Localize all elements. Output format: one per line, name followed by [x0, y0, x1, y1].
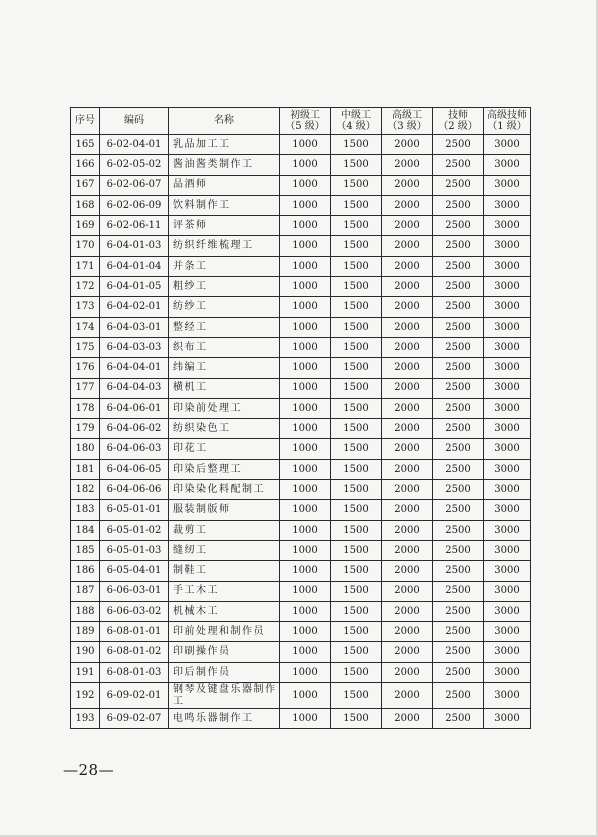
- cell-name: 印前处理和制作员: [169, 622, 280, 642]
- cell-code: 6-08-01-03: [100, 662, 169, 682]
- cell-code: 6-04-06-01: [100, 398, 169, 418]
- cell-level4: 1500: [331, 662, 382, 682]
- cell-level4: 1500: [331, 480, 382, 500]
- cell-level1: 3000: [484, 480, 531, 500]
- cell-no: 173: [71, 297, 100, 317]
- cell-level1: 3000: [484, 439, 531, 459]
- cell-no: 179: [71, 419, 100, 439]
- cell-level3: 2000: [382, 155, 433, 175]
- cell-level5: 1000: [280, 709, 331, 729]
- table-row: [71, 135, 531, 155]
- table-row: [71, 155, 531, 175]
- cell-level5: 1000: [280, 439, 331, 459]
- header-code: 编码: [100, 108, 169, 135]
- cell-level4: 1500: [331, 236, 382, 256]
- cell-level1: 3000: [484, 642, 531, 662]
- cell-no: 189: [71, 622, 100, 642]
- cell-code: 6-04-06-02: [100, 419, 169, 439]
- cell-no: 180: [71, 439, 100, 459]
- cell-name: 印刷操作员: [169, 642, 280, 662]
- cell-no: 191: [71, 662, 100, 682]
- cell-level2: 2500: [433, 256, 484, 276]
- cell-level4: 1500: [331, 500, 382, 520]
- cell-level2: 2500: [433, 500, 484, 520]
- cell-no: 182: [71, 480, 100, 500]
- cell-level3: 2000: [382, 317, 433, 337]
- cell-level4: 1500: [331, 683, 382, 709]
- cell-level3: 2000: [382, 459, 433, 479]
- cell-no: 167: [71, 175, 100, 195]
- cell-no: 171: [71, 256, 100, 276]
- cell-level4: 1500: [331, 581, 382, 601]
- cell-level2: 2500: [433, 520, 484, 540]
- table-body: [71, 135, 531, 729]
- cell-name: 钢琴及键盘乐器制作工: [169, 683, 280, 709]
- cell-level5: 1000: [280, 155, 331, 175]
- cell-code: 6-02-06-09: [100, 195, 169, 215]
- cell-level1: 3000: [484, 135, 531, 155]
- cell-level5: 1000: [280, 459, 331, 479]
- table-row: [71, 297, 531, 317]
- cell-level5: 1000: [280, 662, 331, 682]
- cell-level3: 2000: [382, 297, 433, 317]
- cell-level4: 1500: [331, 337, 382, 357]
- cell-name: 机械木工: [169, 601, 280, 621]
- cell-level1: 3000: [484, 561, 531, 581]
- cell-level1: 3000: [484, 419, 531, 439]
- table-row: [71, 236, 531, 256]
- table-row: [71, 500, 531, 520]
- cell-level3: 2000: [382, 419, 433, 439]
- cell-level1: 3000: [484, 277, 531, 297]
- cell-level2: 2500: [433, 622, 484, 642]
- cell-level1: 3000: [484, 256, 531, 276]
- cell-level2: 2500: [433, 135, 484, 155]
- header-name: 名称: [169, 108, 280, 135]
- cell-level4: 1500: [331, 540, 382, 560]
- cell-no: 186: [71, 561, 100, 581]
- cell-code: 6-09-02-01: [100, 683, 169, 709]
- cell-code: 6-08-01-01: [100, 622, 169, 642]
- cell-code: 6-09-02-07: [100, 709, 169, 729]
- table-row: [71, 277, 531, 297]
- cell-name: 乳品加工工: [169, 135, 280, 155]
- table-row: [71, 561, 531, 581]
- cell-level2: 2500: [433, 317, 484, 337]
- cell-name: 评茶师: [169, 216, 280, 236]
- cell-level4: 1500: [331, 175, 382, 195]
- cell-code: 6-02-04-01: [100, 135, 169, 155]
- cell-level1: 3000: [484, 662, 531, 682]
- table-row: [71, 480, 531, 500]
- cell-level5: 1000: [280, 480, 331, 500]
- cell-no: 193: [71, 709, 100, 729]
- cell-level5: 1000: [280, 398, 331, 418]
- cell-level5: 1000: [280, 601, 331, 621]
- header-level2: 技师 （2 级）: [433, 108, 484, 135]
- cell-no: 185: [71, 540, 100, 560]
- table-row: [71, 195, 531, 215]
- cell-name: 印染前处理工: [169, 398, 280, 418]
- cell-level1: 3000: [484, 216, 531, 236]
- cell-no: 175: [71, 337, 100, 357]
- cell-level4: 1500: [331, 358, 382, 378]
- cell-level1: 3000: [484, 709, 531, 729]
- cell-level5: 1000: [280, 540, 331, 560]
- cell-level5: 1000: [280, 195, 331, 215]
- cell-level1: 3000: [484, 459, 531, 479]
- cell-level4: 1500: [331, 398, 382, 418]
- cell-level2: 2500: [433, 419, 484, 439]
- cell-level1: 3000: [484, 297, 531, 317]
- table-row: [71, 709, 531, 729]
- cell-level4: 1500: [331, 419, 382, 439]
- cell-level2: 2500: [433, 683, 484, 709]
- table-row: [71, 317, 531, 337]
- cell-no: 192: [71, 683, 100, 709]
- cell-level2: 2500: [433, 175, 484, 195]
- cell-level4: 1500: [331, 297, 382, 317]
- cell-level5: 1000: [280, 337, 331, 357]
- cell-level1: 3000: [484, 155, 531, 175]
- cell-no: 165: [71, 135, 100, 155]
- cell-name: 饮料制作工: [169, 195, 280, 215]
- cell-level4: 1500: [331, 195, 382, 215]
- cell-level1: 3000: [484, 500, 531, 520]
- header-level1: 高级技师 （1 级）: [484, 108, 531, 135]
- cell-level1: 3000: [484, 601, 531, 621]
- table-row: [71, 642, 531, 662]
- cell-no: 190: [71, 642, 100, 662]
- cell-level3: 2000: [382, 378, 433, 398]
- cell-code: 6-04-06-06: [100, 480, 169, 500]
- cell-level2: 2500: [433, 277, 484, 297]
- cell-code: 6-06-03-02: [100, 601, 169, 621]
- cell-level2: 2500: [433, 236, 484, 256]
- cell-name: 制鞋工: [169, 561, 280, 581]
- cell-no: 188: [71, 601, 100, 621]
- cell-level3: 2000: [382, 520, 433, 540]
- cell-level4: 1500: [331, 256, 382, 276]
- cell-level3: 2000: [382, 398, 433, 418]
- header-level4: 中级工 （4 级）: [331, 108, 382, 135]
- cell-level5: 1000: [280, 642, 331, 662]
- cell-code: 6-04-04-01: [100, 358, 169, 378]
- table-row: [71, 439, 531, 459]
- cell-level3: 2000: [382, 601, 433, 621]
- cell-name: 缝纫工: [169, 540, 280, 560]
- cell-no: 166: [71, 155, 100, 175]
- cell-level3: 2000: [382, 709, 433, 729]
- cell-no: 168: [71, 195, 100, 215]
- table-row: [71, 459, 531, 479]
- cell-level3: 2000: [382, 622, 433, 642]
- cell-level5: 1000: [280, 358, 331, 378]
- cell-code: 6-04-03-01: [100, 317, 169, 337]
- cell-level4: 1500: [331, 709, 382, 729]
- subsidy-table: [70, 107, 531, 729]
- cell-level3: 2000: [382, 439, 433, 459]
- cell-level4: 1500: [331, 622, 382, 642]
- cell-code: 6-04-01-04: [100, 256, 169, 276]
- cell-no: 184: [71, 520, 100, 540]
- cell-name: 整经工: [169, 317, 280, 337]
- table-row: [71, 622, 531, 642]
- cell-name: 横机工: [169, 378, 280, 398]
- cell-level5: 1000: [280, 378, 331, 398]
- cell-name: 裁剪工: [169, 520, 280, 540]
- cell-level5: 1000: [280, 297, 331, 317]
- cell-no: 187: [71, 581, 100, 601]
- cell-level4: 1500: [331, 135, 382, 155]
- cell-code: 6-04-04-03: [100, 378, 169, 398]
- cell-level3: 2000: [382, 561, 433, 581]
- cell-code: 6-05-01-03: [100, 540, 169, 560]
- cell-name: 印花工: [169, 439, 280, 459]
- cell-code: 6-02-06-07: [100, 175, 169, 195]
- cell-level2: 2500: [433, 709, 484, 729]
- cell-level5: 1000: [280, 581, 331, 601]
- cell-code: 6-05-01-02: [100, 520, 169, 540]
- header-level3: 高级工 （3 级）: [382, 108, 433, 135]
- cell-level1: 3000: [484, 398, 531, 418]
- cell-code: 6-06-03-01: [100, 581, 169, 601]
- cell-name: 酱油酱类制作工: [169, 155, 280, 175]
- cell-level1: 3000: [484, 337, 531, 357]
- cell-no: 181: [71, 459, 100, 479]
- table-row: [71, 581, 531, 601]
- cell-level1: 3000: [484, 358, 531, 378]
- cell-name: 电鸣乐器制作工: [169, 709, 280, 729]
- cell-name: 纺纱工: [169, 297, 280, 317]
- table-row: [71, 520, 531, 540]
- cell-level2: 2500: [433, 398, 484, 418]
- cell-code: 6-02-06-11: [100, 216, 169, 236]
- cell-level2: 2500: [433, 297, 484, 317]
- cell-name: 纬编工: [169, 358, 280, 378]
- cell-code: 6-05-04-01: [100, 561, 169, 581]
- cell-level4: 1500: [331, 520, 382, 540]
- cell-level4: 1500: [331, 378, 382, 398]
- cell-level5: 1000: [280, 419, 331, 439]
- cell-no: 169: [71, 216, 100, 236]
- cell-level3: 2000: [382, 135, 433, 155]
- cell-level5: 1000: [280, 175, 331, 195]
- table-header-row: [71, 108, 531, 135]
- cell-level2: 2500: [433, 581, 484, 601]
- cell-level1: 3000: [484, 581, 531, 601]
- cell-level3: 2000: [382, 683, 433, 709]
- cell-level2: 2500: [433, 662, 484, 682]
- cell-level2: 2500: [433, 561, 484, 581]
- cell-level5: 1000: [280, 236, 331, 256]
- cell-level2: 2500: [433, 480, 484, 500]
- cell-name: 粗纱工: [169, 277, 280, 297]
- cell-level3: 2000: [382, 540, 433, 560]
- cell-level1: 3000: [484, 683, 531, 709]
- cell-code: 6-02-05-02: [100, 155, 169, 175]
- cell-level3: 2000: [382, 175, 433, 195]
- cell-level5: 1000: [280, 561, 331, 581]
- table-row: [71, 419, 531, 439]
- cell-level3: 2000: [382, 662, 433, 682]
- cell-level2: 2500: [433, 195, 484, 215]
- cell-no: 174: [71, 317, 100, 337]
- cell-level3: 2000: [382, 236, 433, 256]
- cell-level2: 2500: [433, 337, 484, 357]
- cell-level5: 1000: [280, 622, 331, 642]
- cell-no: 178: [71, 398, 100, 418]
- cell-level1: 3000: [484, 175, 531, 195]
- cell-no: 183: [71, 500, 100, 520]
- cell-level1: 3000: [484, 317, 531, 337]
- cell-level3: 2000: [382, 500, 433, 520]
- cell-level2: 2500: [433, 540, 484, 560]
- cell-level2: 2500: [433, 642, 484, 662]
- cell-no: 172: [71, 277, 100, 297]
- cell-level5: 1000: [280, 135, 331, 155]
- cell-level2: 2500: [433, 439, 484, 459]
- cell-name: 手工木工: [169, 581, 280, 601]
- cell-name: 服装制版师: [169, 500, 280, 520]
- table-row: [71, 683, 531, 709]
- cell-code: 6-08-01-02: [100, 642, 169, 662]
- table-row: [71, 601, 531, 621]
- cell-level2: 2500: [433, 216, 484, 236]
- cell-no: 176: [71, 358, 100, 378]
- cell-level2: 2500: [433, 358, 484, 378]
- cell-level5: 1000: [280, 216, 331, 236]
- cell-level3: 2000: [382, 581, 433, 601]
- table-row: [71, 175, 531, 195]
- cell-name: 印染后整理工: [169, 459, 280, 479]
- page-number: —28—: [63, 761, 115, 779]
- cell-level4: 1500: [331, 439, 382, 459]
- cell-name: 印后制作员: [169, 662, 280, 682]
- cell-name: 并条工: [169, 256, 280, 276]
- cell-no: 177: [71, 378, 100, 398]
- cell-level2: 2500: [433, 155, 484, 175]
- cell-level5: 1000: [280, 256, 331, 276]
- cell-level1: 3000: [484, 520, 531, 540]
- cell-level3: 2000: [382, 642, 433, 662]
- cell-level4: 1500: [331, 601, 382, 621]
- cell-level4: 1500: [331, 216, 382, 236]
- cell-level1: 3000: [484, 236, 531, 256]
- cell-level4: 1500: [331, 277, 382, 297]
- cell-level3: 2000: [382, 337, 433, 357]
- cell-name: 纺织纤维梳理工: [169, 236, 280, 256]
- cell-level1: 3000: [484, 622, 531, 642]
- cell-level5: 1000: [280, 683, 331, 709]
- cell-level4: 1500: [331, 155, 382, 175]
- cell-level1: 3000: [484, 540, 531, 560]
- cell-name: 品酒师: [169, 175, 280, 195]
- table-row: [71, 378, 531, 398]
- cell-level5: 1000: [280, 317, 331, 337]
- cell-level1: 3000: [484, 378, 531, 398]
- cell-level3: 2000: [382, 277, 433, 297]
- cell-level4: 1500: [331, 317, 382, 337]
- table-row: [71, 540, 531, 560]
- cell-code: 6-04-03-03: [100, 337, 169, 357]
- cell-name: 织布工: [169, 337, 280, 357]
- table-row: [71, 662, 531, 682]
- cell-name: 印染染化料配制工: [169, 480, 280, 500]
- header-no: 序号: [71, 108, 100, 135]
- cell-level5: 1000: [280, 500, 331, 520]
- cell-level4: 1500: [331, 459, 382, 479]
- table-row: [71, 358, 531, 378]
- cell-code: 6-04-06-03: [100, 439, 169, 459]
- cell-level4: 1500: [331, 642, 382, 662]
- cell-code: 6-05-01-01: [100, 500, 169, 520]
- cell-level3: 2000: [382, 256, 433, 276]
- cell-level3: 2000: [382, 195, 433, 215]
- cell-level2: 2500: [433, 601, 484, 621]
- table-row: [71, 256, 531, 276]
- cell-level1: 3000: [484, 195, 531, 215]
- header-level5: 初级工 （5 级）: [280, 108, 331, 135]
- table-row: [71, 398, 531, 418]
- cell-code: 6-04-06-05: [100, 459, 169, 479]
- cell-no: 170: [71, 236, 100, 256]
- cell-level2: 2500: [433, 459, 484, 479]
- cell-code: 6-04-02-01: [100, 297, 169, 317]
- table-row: [71, 216, 531, 236]
- cell-level3: 2000: [382, 480, 433, 500]
- cell-name: 纺织染色工: [169, 419, 280, 439]
- cell-code: 6-04-01-05: [100, 277, 169, 297]
- table-row: [71, 337, 531, 357]
- cell-level5: 1000: [280, 520, 331, 540]
- cell-level4: 1500: [331, 561, 382, 581]
- cell-level3: 2000: [382, 358, 433, 378]
- cell-level2: 2500: [433, 378, 484, 398]
- cell-code: 6-04-01-03: [100, 236, 169, 256]
- cell-level3: 2000: [382, 216, 433, 236]
- cell-level5: 1000: [280, 277, 331, 297]
